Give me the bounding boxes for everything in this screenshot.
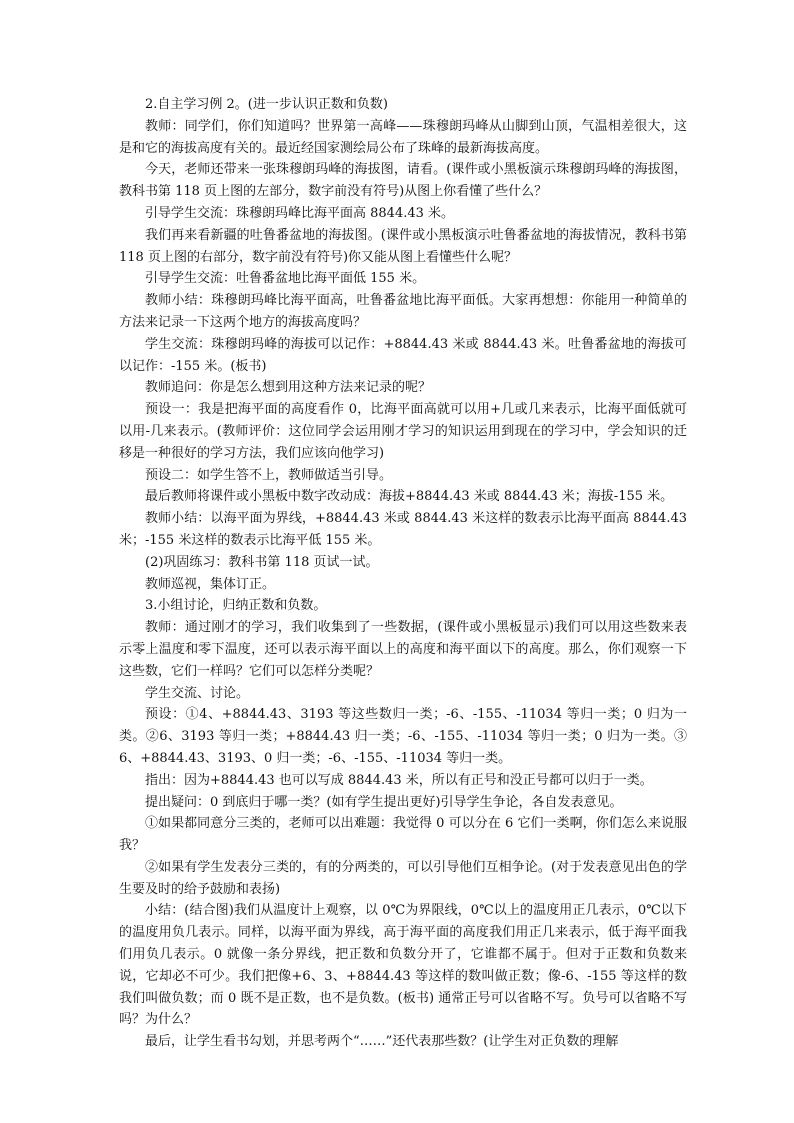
section-heading-example-2: 2.自主学习例 2。(进一步认识正数和负数) <box>145 97 388 112</box>
paragraph-student-exchange: 学生交流：珠穆朗玛峰的海拔可以记作：+8844.43 米或 8844.43 米。吐鲁番盆地的海拔可以记作：-155 米。(板书) <box>119 336 687 374</box>
paragraph-preset-1: 预设一：我是把海平面的高度看作 0，比海平面高就可以用+几或几来表示，比海平面低就可以用-几来表示。(教师评价：这位同学会运用刚才学习的知识运用到现在的学习中，学会知识的迁移是一种很好的学习方法，我们应该向他学习) <box>119 402 687 461</box>
section-heading-group-discussion: 3.小组讨论，归纳正数和负数。 <box>145 598 327 614</box>
paragraph-point-out: 指出：因为+8844.43 也可以写成 8844.43 米，所以有正号和没正号都可以归于一类。 <box>145 772 653 788</box>
paragraph-teacher-intro: 教师：同学们，你们知道吗？世界第一高峰——珠穆朗玛峰从山脚到山顶，气温相差很大，这是和它的海拔高度有关的。最近经国家测绘局公布了珠峰的最新海拔高度。 <box>119 118 687 156</box>
paragraph-preset-2: 预设二：如学生答不上，教师做适当引导。 <box>145 467 393 483</box>
paragraph-teacher-question: 教师追问：你是怎么想到用这种方法来记录的呢？ <box>145 380 432 396</box>
paragraph-final-change: 最后教师将课件或小黑板中数字改动成：海拔+8844.43 米或 8844.43 米；海拔-155 米。 <box>145 489 674 505</box>
paragraph-final: 最后，让学生看书勾划，并思考两个“……”还代表那些数？(让学生对正负数的理解 <box>145 1034 619 1050</box>
paragraph-turpan-map: 我们再来看新疆的吐鲁番盆地的海拔图。(课件或小黑板演示吐鲁番盆地的海拔情况，教科书第 118 页上图的右部分，数字前没有符号)你又能从图上看懂些什么呢？ <box>119 227 687 265</box>
paragraph-teacher-summary-2: 教师小结：以海平面为界线，+8844.43 米或 8844.43 米这样的数表示比海平面高 8844.43 米；-155 米这样的数表示比海平低 155 米。 <box>119 511 687 548</box>
paragraph-raise-question: 提出疑问：0 到底归于哪一类？(如有学生提出更好)引导学生争论，各自发表意见。 <box>145 794 623 810</box>
paragraph-everest-map: 今天，老师还带来一张珠穆朗玛峰的海拔图，请看。(课件或小黑板演示珠穆朗玛峰的海拔图，教科书第 118 页上图的左部分，数字前没有符号)从图上你看懂了些什么？ <box>119 162 687 200</box>
paragraph-teacher-patrol: 教师巡视，集体订正。 <box>145 576 276 592</box>
paragraph-teacher-data: 教师：通过刚才的学习，我们收集到了一些数据，(课件或小黑板显示)我们可以用这些数来表示零上温度和零下温度，还可以表示海平面以上的高度和海平面以下的高度。那么，你们观察一下这些数，它们一样吗？它们可以怎样分类呢？ <box>119 620 687 679</box>
paragraph-student-discussion: 学生交流、讨论。 <box>145 685 250 701</box>
paragraph-practice: (2)巩固练习：教科书第 118 页试一试。 <box>145 554 379 570</box>
paragraph-case-1: ①如果都同意分三类的，老师可以出难题：我觉得 0 可以分在 6 它们一类啊，你们怎么来说服我？ <box>119 816 687 854</box>
paragraph-summary: 小结：(结合图)我们从温度计上观察，以 0℃为界限线，0℃以上的温度用正几表示，0℃以下的温度用负几表示。同样，以海平面为界线，高于海平面的高度我们用正几来表示，低于海平面我们用负几表示。0 就像一条分界线，把正数和负数分开了，它谁都不属于。但对于正数和负数来说，它却必不可少。我们把像+6、3、+8844.43 等这样的数叫做正数；像-6、-155 等这样的数我们叫做负数；而 0 既不是正数，也不是负数。(板书) 通常正号可以省略不写。负号可以省略不写吗？为什么？ <box>119 903 687 1028</box>
document-body <box>119 94 687 1053</box>
paragraph-turpan-answer: 引导学生交流：吐鲁番盆地比海平面低 155 米。 <box>145 271 426 287</box>
paragraph-teacher-summary-1: 教师小结：珠穆朗玛峰比海平面高，吐鲁番盆地比海平面低。大家再想想：你能用一种简单的方法来记录一下这两个地方的海拔高度吗？ <box>119 293 687 330</box>
paragraph-preset-classification: 预设：①4、+8844.43、3193 等这些数归一类；-6、-155、-11034 等归一类；0 归为一类。②6、3193 等归一类；+8844.43 归一类；-6、-155、-11034 等归一类；0 归为一类。③6、+8844.43、3193、0 归一类；-6、-155、-11034 等归一类。 <box>119 707 687 766</box>
paragraph-everest-answer: 引导学生交流：珠穆朗玛峰比海平面高 8844.43 米。 <box>145 205 455 221</box>
paragraph-case-2: ②如果有学生发表分三类的，有的分两类的，可以引导他们互相争论。(对于发表意见出色的学生要及时的给予鼓励和表扬) <box>119 859 687 897</box>
